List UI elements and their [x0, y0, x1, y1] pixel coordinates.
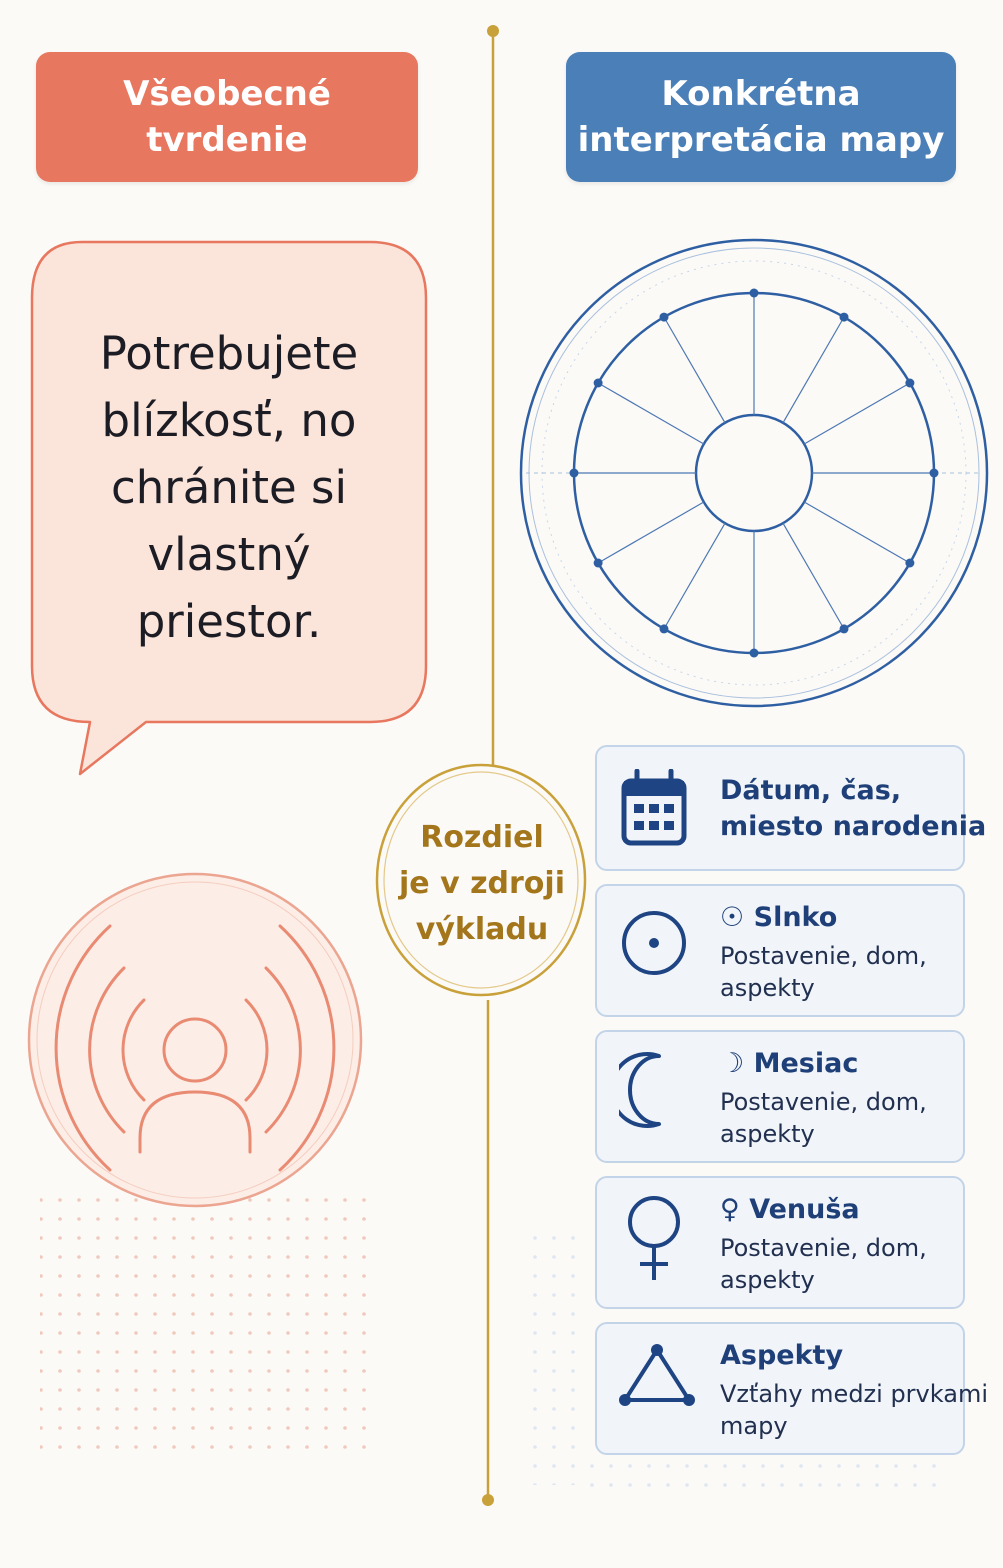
- moon-glyph-icon: ☽: [720, 1048, 745, 1079]
- header-line: tvrdenie: [146, 120, 308, 160]
- card-subtitle-line: Postavenie, dom,: [720, 1234, 927, 1262]
- chart-interpretation-header: [566, 52, 956, 182]
- card-title: Aspekty: [720, 1340, 844, 1371]
- venus-glyph-icon: ♀: [720, 1194, 740, 1225]
- house-cusp-line: [664, 523, 725, 629]
- house-cusp-dot: [840, 313, 849, 322]
- card-moon: [595, 1030, 965, 1163]
- house-cusp-dot: [750, 649, 759, 658]
- house-cusp-line: [804, 502, 910, 563]
- card-title-line: miesto narodenia: [720, 811, 987, 842]
- house-cusp-dot: [660, 313, 669, 322]
- sun-glyph-icon: ☉: [720, 902, 745, 933]
- bubble-line: blízkosť, no: [101, 394, 357, 447]
- house-cusp-dot: [570, 469, 579, 478]
- bubble-line: priestor.: [136, 595, 322, 648]
- card-title-line: Dátum, čas,: [720, 775, 902, 806]
- difference-label-line: Rozdiel: [420, 820, 544, 855]
- house-cusp-dot: [660, 624, 669, 633]
- card-venus: [595, 1176, 965, 1309]
- house-cusp-line: [783, 317, 844, 423]
- house-cusp-line: [804, 383, 910, 444]
- house-cusp-dot: [905, 379, 914, 388]
- house-cusp-line: [598, 383, 704, 444]
- card-subtitle-line: mapy: [720, 1412, 788, 1440]
- venus-symbol-icon: [619, 1192, 689, 1284]
- card-subtitle-line: aspekty: [720, 974, 815, 1002]
- general-statement-text: [40, 320, 418, 655]
- card-title: Venuša: [749, 1194, 860, 1225]
- calendar-icon: [619, 769, 689, 847]
- card-subtitle-line: Vzťahy medzi prvkami: [720, 1380, 988, 1408]
- difference-label-line: výkladu: [415, 912, 549, 947]
- card-sun: [595, 884, 965, 1017]
- house-cusp-dot: [930, 469, 939, 478]
- house-cusp-line: [783, 523, 844, 629]
- house-cusp-dot: [594, 559, 603, 568]
- sun-symbol-icon: [619, 908, 689, 978]
- card-aspects: [595, 1322, 988, 1455]
- aspect-triangle-icon: [619, 1340, 699, 1410]
- header-line: interpretácia mapy: [577, 120, 945, 160]
- house-cusp-line: [664, 317, 725, 423]
- bubble-line: vlastný: [147, 528, 311, 581]
- bubble-line: chránite si: [111, 461, 347, 514]
- house-cusp-line: [598, 502, 704, 563]
- house-cusp-dot: [840, 624, 849, 633]
- natal-chart-wheel-icon: [518, 230, 990, 716]
- difference-label-line: je v zdroji: [399, 866, 565, 901]
- card-subtitle-line: Postavenie, dom,: [720, 1088, 927, 1116]
- house-cusp-dot: [750, 289, 759, 298]
- house-cusp-dot: [905, 559, 914, 568]
- card-subtitle-line: Postavenie, dom,: [720, 942, 927, 970]
- difference-label: [382, 815, 582, 953]
- card-subtitle-line: aspekty: [720, 1266, 815, 1294]
- moon-symbol-icon: [619, 1050, 689, 1130]
- card-subtitle-line: aspekty: [720, 1120, 815, 1148]
- header-line: Všeobecné: [123, 74, 331, 114]
- bubble-line: Potrebujete: [99, 327, 359, 380]
- card-birth-data: [595, 745, 987, 871]
- house-cusp-dot: [594, 379, 603, 388]
- header-line: Konkrétna: [661, 74, 861, 114]
- card-title: Mesiac: [753, 1048, 859, 1079]
- person-broadcast-icon: [20, 850, 370, 1230]
- card-title: Slnko: [753, 902, 838, 933]
